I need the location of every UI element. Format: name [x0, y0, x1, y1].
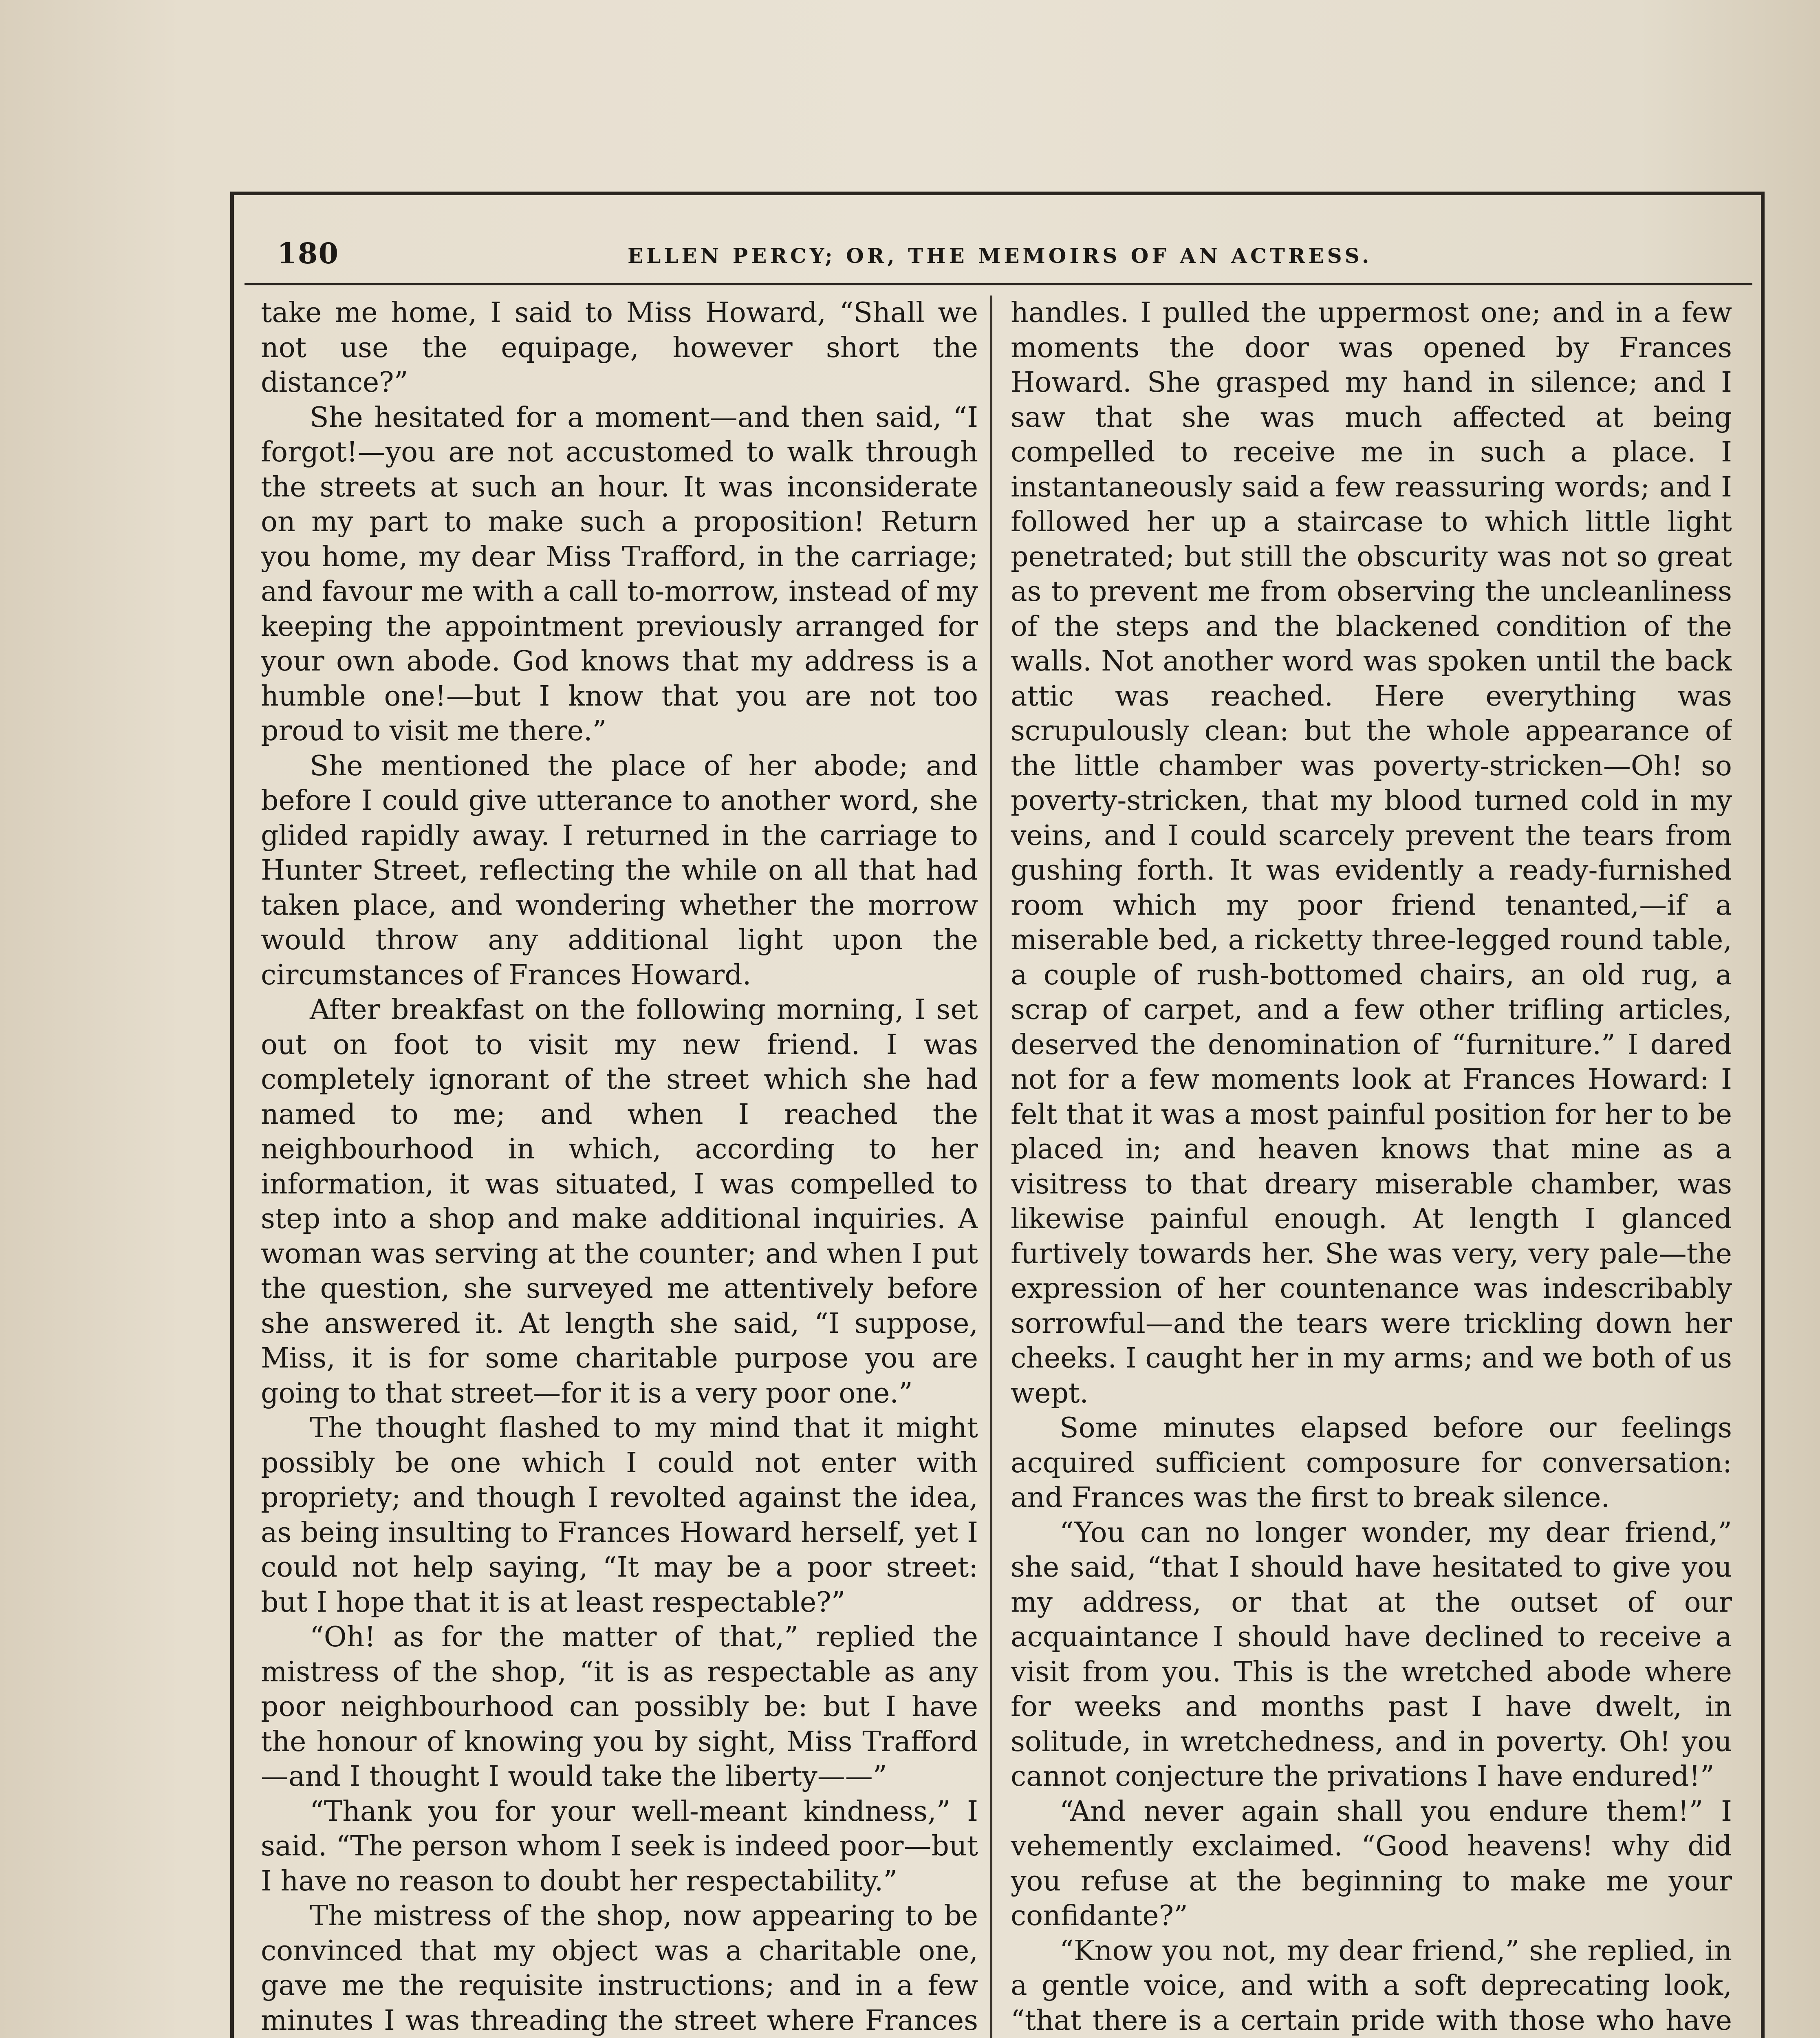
- left-column: [261, 296, 978, 2038]
- right-column: [1011, 296, 1732, 2038]
- column-divider: [990, 296, 992, 2038]
- paragraph: “Oh! as for the matter of that,” replied the mistress of the shop, “it is as respectable as any poor neighbourhood can possibly be: but I have the honour of knowing you by sight, Miss Trafford—and I thought I would take the liberty——”: [261, 1621, 978, 1793]
- paragraph: After breakfast on the following morning, I set out on foot to visit my new friend. I was completely ignorant of the street which she had named to me; and when I reached the neighbourhood in which, according to her information, it was situated, I was compelled to step into a shop and make additional inquiries. A woman was serving at the counter; and when I put the question, she surveyed me attentively before she answered it. At length she said, “I suppose, Miss, it is for some charitable purpose you are going to that street—for it is a very poor one.”: [261, 994, 978, 1409]
- paragraph: She mentioned the place of her abode; and before I could give utterance to another word, she glided rapidly away. I returned in the carriage to Hunter Street, reflecting the while on all that had taken place, and wondering whether the morrow would throw any additional light upon the circumstances of Frances Howard.: [261, 750, 978, 991]
- paragraph: Some minutes elapsed before our feelings acquired sufficient composure for conversation: and Frances was the first to break silence.: [1011, 1412, 1732, 1514]
- page-number: 180: [277, 236, 339, 270]
- paragraph: “You can no longer wonder, my dear friend,” she said, “that I should have hesitated to give you my address, or that at the outset of our acquaintance I should have declined to receive a visit from you. This is the wretched abode where for weeks and months past I have dwelt, in solitude, in wretchedness, and in poverty. Oh! you cannot conjecture the privations I have endured!”: [1011, 1516, 1732, 1793]
- paragraph: The thought flashed to my mind that it might possibly be one which I could not enter with propriety; and though I revolted against the idea, as being insulting to Frances Howard herself, yet I could not help saying, “It may be a poor street: but I hope that it is at least respectable?”: [261, 1412, 978, 1619]
- paragraph: The mistress of the shop, now appearing to be convinced that my object was a charitable one, gave me the requisite instructions; and in a few minutes I was threading the street where Frances: [261, 1900, 978, 2037]
- paragraph: “And never again shall you endure them!” I vehemently exclaimed. “Good heavens! why did you refuse at the beginning to make me your confidante?”: [1011, 1795, 1732, 1932]
- header-rule: [245, 283, 1752, 285]
- paragraph: “Know you not, my dear friend,” she replied, in a gentle voice, and with a soft deprecating look, “that there is a certain pride with those who have: [1011, 1934, 1732, 2037]
- running-head: ELLEN PERCY; OR, THE MEMOIRS OF AN ACTRESS.: [628, 244, 1373, 268]
- page-header: [277, 236, 1728, 277]
- paragraph: handles. I pulled the uppermost one; and in a few moments the door was opened by Frances Howard. She grasped my hand in silence; and I saw that she was much affected at being compelled to receive me in such a place. I instantaneously said a few reassuring words; and I followed her up a staircase to which little light penetrated; but still the obscurity was not so great as to prevent me from observing the uncleanliness of the steps and the blackened condition of the walls. Not another word was spoken until the back attic was reached. Here everything was scrupulously clean: but the whole appearance of the little chamber was poverty-stricken—Oh! so poverty-stricken, that my blood turned cold in my veins, and I could scarcely prevent the tears from gushing forth. It was evidently a ready-furnished room which my poor friend tenanted,—if a miserable bed, a ricketty three-legged round table, a couple of rush-bottomed chairs, an old rug, a scrap of carpet, and a few other trifling articles, deserved the denomination of “furniture.” I dared not for a few moments look at Frances Howard: I felt that it was a most painful position for her to be placed in; and heaven knows that mine as a visitress to that dreary miserable chamber, was likewise painful enough. At length I glanced furtively towards her. She was very, very pale—the expression of her countenance was indescribably sorrowful—and the tears were trickling down her cheeks. I caught her in my arms; and we both of us wept.: [1011, 297, 1732, 1409]
- paragraph: She hesitated for a moment—and then said, “I forgot!—you are not accustomed to walk through the streets at such an hour. It was inconsiderate on my part to make such a proposition! Return you home, my dear Miss Trafford, in the carriage; and favour me with a call to-morrow, instead of my keeping the appointment previously arranged for your own abode. God knows that my address is a humble one!—but I know that you are not too proud to visit me there.”: [261, 401, 978, 747]
- paragraph: “Thank you for your well-meant kindness,” I said. “The person whom I seek is indeed poor—but I have no reason to doubt her respectability.”: [261, 1795, 978, 1897]
- paragraph: take me home, I said to Miss Howard, “Shall we not use the equipage, however short the distance?”: [261, 297, 978, 399]
